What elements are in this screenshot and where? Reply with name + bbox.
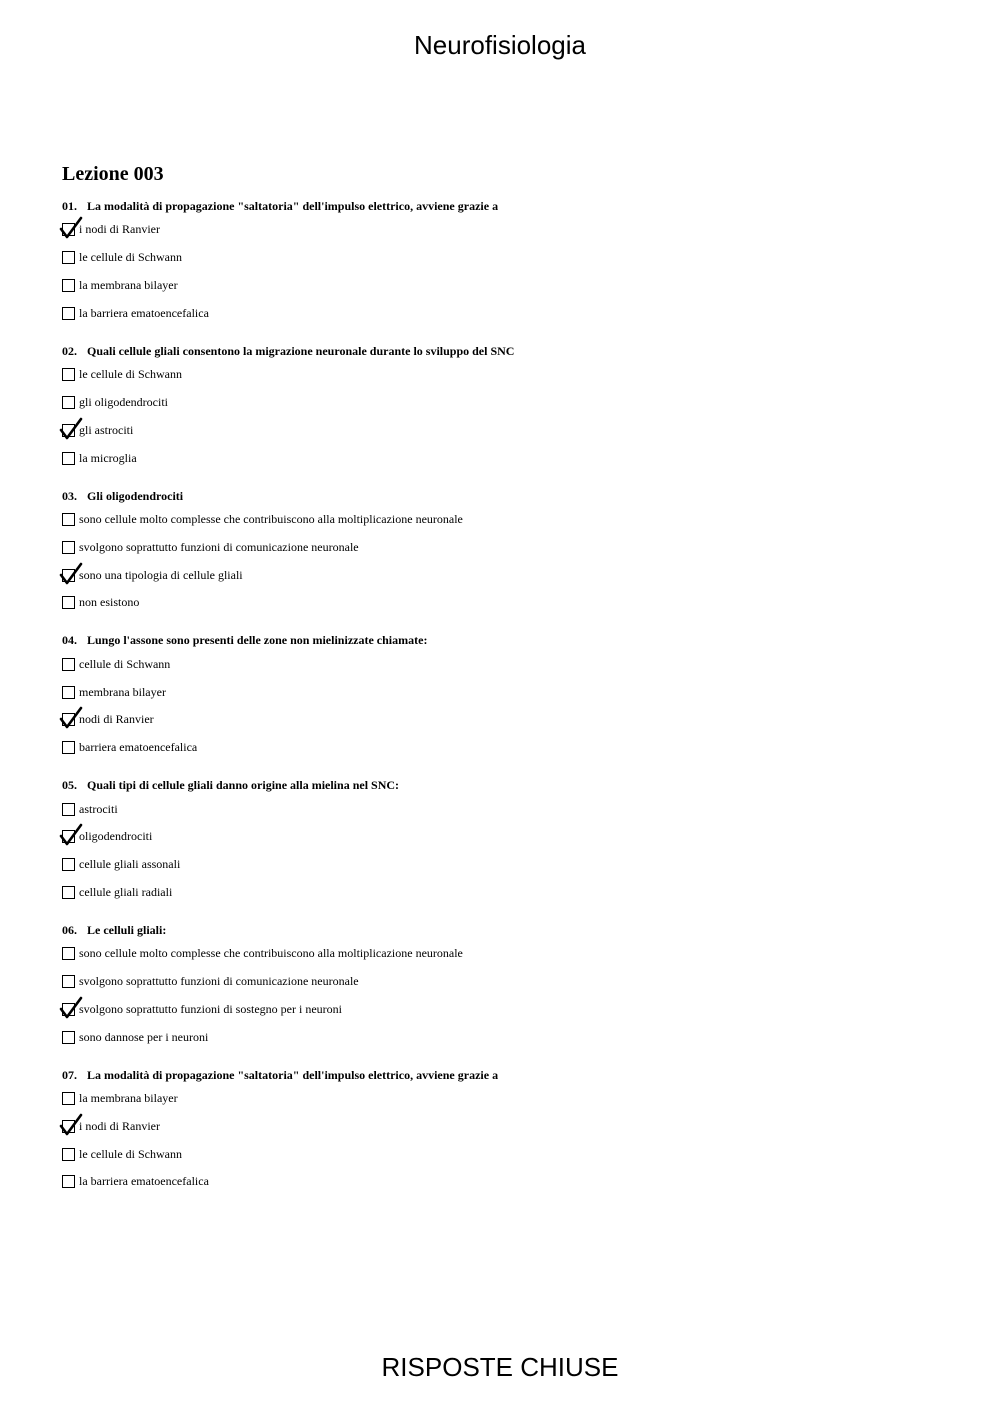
question-block [62, 196, 962, 327]
answer-option[interactable] [62, 996, 962, 1024]
answer-option[interactable] [62, 650, 962, 678]
option-label: svolgono soprattutto funzioni di sostegno per i neuroni [79, 1001, 342, 1016]
question-text: La modalità di propagazione "saltatoria" dell'impulso elettrico, avviene grazie a [87, 1067, 499, 1082]
answer-option[interactable] [62, 940, 962, 968]
question-block [62, 920, 962, 1051]
checkmark-icon [59, 216, 83, 240]
option-label: le cellule di Schwann [79, 250, 182, 265]
answer-option[interactable] [62, 851, 962, 879]
option-label: sono cellule molto complesse che contribuiscono alla moltiplicazione neuronale [79, 946, 463, 961]
option-label: la barriera ematoencefalica [79, 305, 209, 320]
checkbox[interactable] [62, 251, 75, 264]
checkmark-stroke [61, 564, 81, 583]
option-label: nodi di Ranvier [79, 712, 154, 727]
checkmark-icon [59, 417, 83, 441]
answer-option[interactable] [62, 272, 962, 300]
checkbox[interactable] [62, 279, 75, 292]
option-label: cellule di Schwann [79, 656, 171, 671]
question-heading [62, 1065, 962, 1085]
answer-option[interactable] [62, 1168, 962, 1196]
question-text: Le celluli gliali: [87, 922, 167, 937]
option-label: le cellule di Schwann [79, 1146, 182, 1161]
question-text: Quali tipi di cellule gliali danno origine alla mielina nel SNC: [87, 778, 400, 793]
checkbox-checked[interactable] [62, 424, 75, 437]
answer-option[interactable] [62, 1112, 962, 1140]
answer-option[interactable] [62, 244, 962, 272]
question-heading [62, 775, 962, 795]
checkbox[interactable] [62, 1148, 75, 1161]
question-spacer [62, 906, 962, 920]
checkbox[interactable] [62, 975, 75, 988]
checkmark-icon [59, 996, 83, 1020]
answer-option[interactable] [62, 706, 962, 734]
checkbox[interactable] [62, 886, 75, 899]
answer-option[interactable] [62, 361, 962, 389]
question-text: Lungo l'assone sono presenti delle zone non mielinizzate chiamate: [87, 633, 428, 648]
answer-option[interactable] [62, 416, 962, 444]
option-label: sono dannose per i neuroni [79, 1029, 209, 1044]
checkbox[interactable] [62, 368, 75, 381]
option-label: i nodi di Ranvier [79, 222, 160, 237]
answer-option[interactable] [62, 389, 962, 417]
answer-option[interactable] [62, 533, 962, 561]
option-label: la microglia [79, 450, 137, 465]
checkmark-stroke [61, 825, 81, 844]
question-heading [62, 486, 962, 506]
checkmark-stroke [61, 708, 81, 727]
checkbox[interactable] [62, 596, 75, 609]
option-label: oligodendrociti [79, 829, 153, 844]
checkbox[interactable] [62, 1092, 75, 1105]
option-label: svolgono soprattutto funzioni di comunicazione neuronale [79, 974, 359, 989]
answer-option[interactable] [62, 795, 962, 823]
option-label: gli oligodendrociti [79, 394, 168, 409]
checkbox[interactable] [62, 396, 75, 409]
checkbox-checked[interactable] [62, 830, 75, 843]
checkmark-stroke [61, 218, 81, 237]
question-spacer [62, 762, 962, 776]
answer-option[interactable] [62, 734, 962, 762]
checkbox[interactable] [62, 803, 75, 816]
option-label: gli astrociti [79, 422, 134, 437]
option-label: non esistono [79, 595, 140, 610]
question-list [62, 196, 962, 1196]
question-block [62, 775, 962, 906]
answer-option[interactable] [62, 216, 962, 244]
checkbox[interactable] [62, 1175, 75, 1188]
checkbox[interactable] [62, 452, 75, 465]
checkbox-checked[interactable] [62, 1003, 75, 1016]
option-label: i nodi di Ranvier [79, 1118, 160, 1133]
answer-option[interactable] [62, 444, 962, 472]
question-heading [62, 196, 962, 216]
option-label: astrociti [79, 801, 118, 816]
question-number: 06. [62, 922, 77, 937]
checkmark-icon [59, 1113, 83, 1137]
checkmark-stroke [61, 419, 81, 438]
answer-option[interactable] [62, 879, 962, 907]
answer-option[interactable] [62, 506, 962, 534]
option-label: cellule gliali assonali [79, 857, 181, 872]
checkbox[interactable] [62, 658, 75, 671]
answer-option[interactable] [62, 1140, 962, 1168]
answer-option[interactable] [62, 561, 962, 589]
answer-option[interactable] [62, 299, 962, 327]
checkbox[interactable] [62, 513, 75, 526]
question-spacer [62, 1051, 962, 1065]
question-number: 05. [62, 778, 77, 793]
checkbox[interactable] [62, 741, 75, 754]
checkbox-checked[interactable] [62, 1120, 75, 1133]
lesson-title: Lezione 003 [62, 163, 164, 185]
checkbox-checked[interactable] [62, 713, 75, 726]
question-text: Gli oligodendrociti [87, 488, 184, 503]
option-label: membrana bilayer [79, 684, 166, 699]
option-label: svolgono soprattutto funzioni di comunicazione neuronale [79, 539, 359, 554]
answer-option[interactable] [62, 589, 962, 617]
checkbox[interactable] [62, 686, 75, 699]
checkmark-icon [59, 823, 83, 847]
checkmark-icon [59, 562, 83, 586]
question-text: Quali cellule gliali consentono la migrazione neuronale durante lo sviluppo del SNC [87, 343, 515, 358]
document-title: Neurofisiologia [414, 30, 586, 60]
question-number: 03. [62, 488, 77, 503]
checkbox[interactable] [62, 858, 75, 871]
checkbox-checked[interactable] [62, 223, 75, 236]
checkbox[interactable] [62, 1031, 75, 1044]
question-block [62, 630, 962, 761]
answer-option[interactable] [62, 968, 962, 996]
option-label: sono cellule molto complesse che contribuiscono alla moltiplicazione neuronale [79, 511, 463, 526]
option-label: la barriera ematoencefalica [79, 1174, 209, 1189]
answer-option[interactable] [62, 1023, 962, 1051]
question-heading [62, 630, 962, 650]
answer-option[interactable] [62, 678, 962, 706]
question-block [62, 341, 962, 472]
question-block [62, 486, 962, 617]
question-block [62, 1065, 962, 1196]
checkbox[interactable] [62, 307, 75, 320]
option-label: cellule gliali radiali [79, 884, 173, 899]
question-text: La modalità di propagazione "saltatoria" dell'impulso elettrico, avviene grazie a [87, 199, 499, 213]
option-label: la membrana bilayer [79, 1091, 178, 1106]
question-heading [62, 920, 962, 940]
question-spacer [62, 472, 962, 486]
question-number: 01. [62, 199, 77, 213]
question-number: 04. [62, 633, 77, 648]
option-label: la membrana bilayer [79, 277, 178, 292]
checkbox[interactable] [62, 541, 75, 554]
checkbox-checked[interactable] [62, 569, 75, 582]
question-spacer [62, 327, 962, 341]
question-spacer [62, 617, 962, 631]
question-heading [62, 341, 962, 361]
option-label: sono una tipologia di cellule gliali [79, 567, 243, 582]
checkmark-icon [59, 706, 83, 730]
document-footer: RISPOSTE CHIUSE [381, 1352, 619, 1382]
option-label: le cellule di Schwann [79, 367, 182, 382]
checkmark-stroke [61, 998, 81, 1017]
option-label: barriera ematoencefalica [79, 740, 198, 755]
question-number: 07. [62, 1067, 77, 1082]
question-number: 02. [62, 343, 77, 358]
checkbox[interactable] [62, 947, 75, 960]
answer-option[interactable] [62, 823, 962, 851]
checkmark-stroke [61, 1115, 81, 1134]
answer-option[interactable] [62, 1085, 962, 1113]
